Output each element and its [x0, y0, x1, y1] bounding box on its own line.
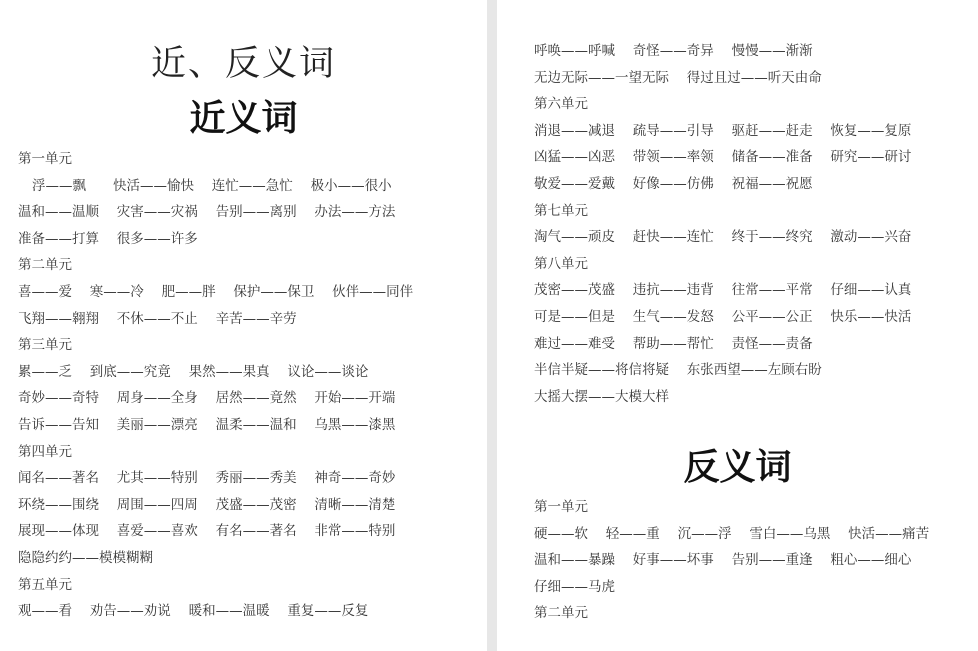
word-pair-line: 半信半疑——将信将疑 东张西望——左顾右盼	[534, 362, 822, 379]
word-pair-line: 淘气——顽皮 赶快——连忙 终于——终究 激动——兴奋	[534, 229, 912, 246]
word-pair-line: 大摇大摆——大模大样	[534, 388, 669, 405]
word-pair-line: 硬——软 轻——重 沉——浮 雪白——乌黑 快活——痛苦	[534, 525, 930, 542]
synonym-list-right	[534, 38, 974, 410]
document-page-left	[0, 0, 487, 651]
word-pair-line: 敬爱——爱戴 好像——仿佛 祝福——祝愿	[534, 175, 813, 192]
word-pair-line: 累——乏 到底——究竟 果然——果真 议论——谈论	[18, 363, 369, 380]
word-pair-line: 呼唤——呼喊 奇怪——奇异 慢慢——渐渐	[534, 43, 813, 59]
antonyms-heading: 反义词	[683, 446, 792, 488]
unit-heading: 第三单元	[18, 337, 72, 354]
word-pair-line: 喜——爱 寒——冷 肥——胖 保护——保卫 伙伴——同伴	[18, 283, 414, 300]
word-pair-line: 难过——难受 帮助——帮忙 责怪——责备	[534, 335, 813, 352]
word-pair-line: 闻名——著名 尤其——特别 秀丽——秀美 神奇——奇妙	[18, 470, 396, 487]
unit-heading: 第八单元	[534, 255, 588, 272]
word-pair-line: 隐隐约约——模模糊糊	[18, 549, 153, 566]
word-pair-line: 环绕——围绕 周围——四周 茂盛——茂密 清晰——清楚	[18, 496, 396, 513]
unit-heading: 第七单元	[534, 202, 588, 219]
document-page-right	[497, 0, 978, 651]
word-pair-line: 展现——体现 喜爱——喜欢 有名——著名 非常——特别	[18, 523, 396, 540]
document-title: 近、反义词	[150, 44, 336, 84]
word-pair-line: 奇妙——奇特 周身——全身 居然——竟然 开始——开端	[18, 390, 396, 407]
word-pair-line: 准备——打算 很多——许多	[18, 230, 198, 247]
synonym-list-left	[18, 146, 480, 625]
unit-heading: 第二单元	[18, 257, 72, 274]
word-pair-line: 凶猛——凶恶 带领——率领 储备——准备 研究——研讨	[534, 149, 912, 166]
word-pair-line: 温和——暴躁 好事——坏事 告别——重逢 粗心——细心	[534, 552, 912, 569]
word-pair-line: 观——看 劝告——劝说 暖和——温暖 重复——反复	[18, 603, 369, 620]
unit-heading: 第一单元	[534, 499, 588, 515]
word-pair-line: 告诉——告知 美丽——漂亮 温柔——温和 乌黑——漆黑	[18, 416, 396, 433]
unit-heading: 第四单元	[18, 443, 72, 460]
unit-heading: 第五单元	[18, 576, 72, 593]
unit-heading: 第六单元	[534, 96, 588, 113]
word-pair-line: 温和——温顺 灾害——灾祸 告别——离别 办法——方法	[18, 204, 396, 221]
unit-heading: 第二单元	[534, 605, 588, 622]
word-pair-line: 茂密——茂盛 违抗——违背 往常——平常 仔细——认真	[534, 282, 912, 299]
word-pair-line: 飞翔——翱翔 不休——不止 辛苦——辛劳	[18, 310, 297, 327]
synonyms-heading: 近义词	[189, 97, 298, 139]
word-pair-line: 可是——但是 生气——发怒 公平——公正 快乐——快活	[534, 308, 912, 325]
antonym-list	[534, 494, 974, 627]
word-pair-line: 浮——飘 快活——愉快 连忙——急忙 极小——很小	[32, 177, 392, 194]
word-pair-line: 无边无际——一望无际 得过且过——听天由命	[534, 69, 822, 86]
unit-heading: 第一单元	[18, 151, 72, 167]
word-pair-line: 消退——减退 疏导——引导 驱赶——赶走 恢复——复原	[534, 122, 912, 139]
word-pair-line: 仔细——马虎	[534, 578, 615, 595]
